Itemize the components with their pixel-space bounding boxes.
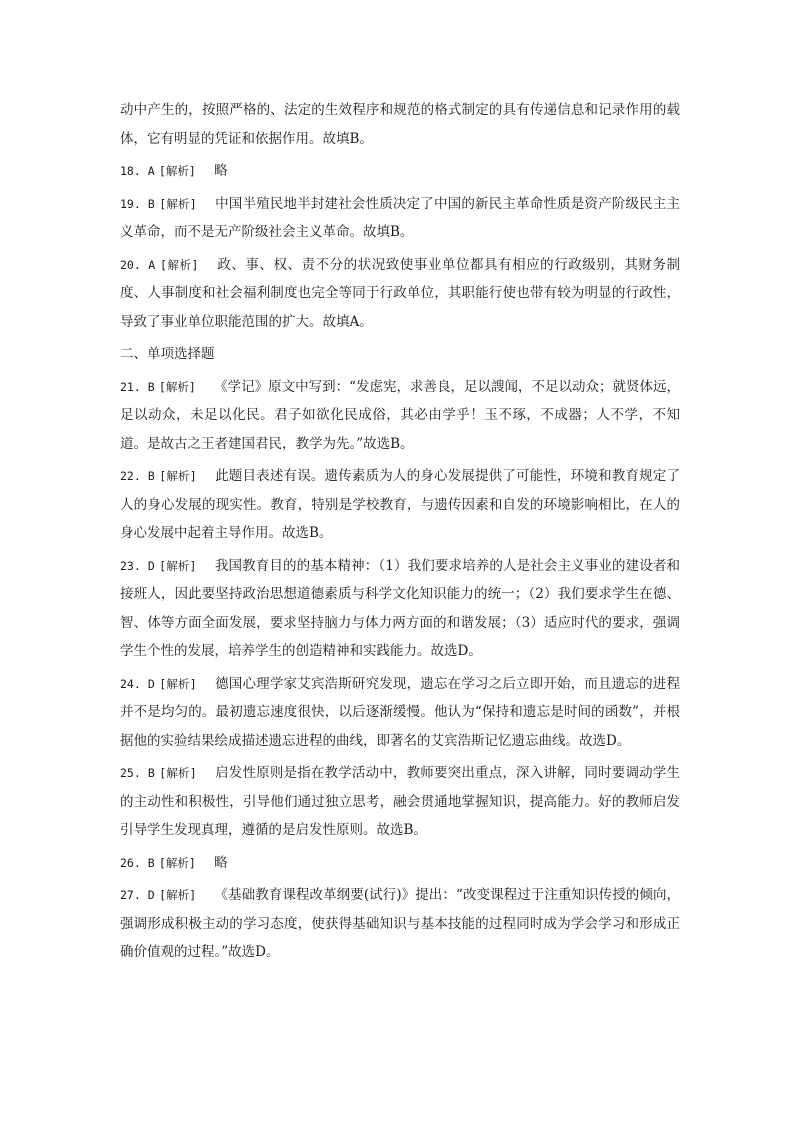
- answer-item-24: [120, 670, 680, 756]
- item-number: 23. D: [120, 558, 155, 573]
- answer-item-22: [120, 462, 680, 548]
- item-text: 略: [214, 854, 228, 871]
- analysis-tag: [解析]: [159, 766, 197, 780]
- analysis-tag: [解析]: [159, 888, 197, 902]
- item-text: 启发性原则是指在教学活动中，教师要突出重点，深入讲解，同时要调动学生的主动性和积极性，引导他们通过独立思考，融会贯通地掌握知识，提高能力。好的教师启发引导学生发现真理，遵循的是启发性原则。故选B。: [120, 765, 680, 838]
- analysis-tag: [解析]: [159, 196, 197, 211]
- item-number: 20. A: [120, 257, 156, 272]
- item-number: 18. A: [120, 164, 155, 178]
- item-number: 24. D: [120, 676, 155, 691]
- analysis-tag: [解析]: [158, 379, 196, 394]
- item-number: 22. B: [120, 469, 155, 483]
- analysis-tag: [解析]: [158, 855, 196, 870]
- section-heading: 二、单项选择题: [120, 346, 215, 362]
- item-text: 略: [214, 163, 228, 179]
- item-text: 此题目表述有误。遗传素质为人的身心发展提供了可能性，环境和教育规定了人的身心发展的现实性。教育，特别是学校教育，与遗传因素和自发的环境影响相比，在人的身心发展中起着主导作用。故选B。: [120, 468, 680, 541]
- item-text: 中国半殖民地半封建社会性质决定了中国的新民主革命性质是资产阶级民主主义革命，而不是无产阶级社会主义革命。故填B。: [120, 195, 680, 240]
- analysis-tag: [解析]: [159, 676, 197, 691]
- item-number: 21. B: [120, 379, 155, 394]
- intro-paragraph: 动中产生的，按照严格的、法定的生效程序和规范的格式制定的具有传递信息和记录作用的载体，它有明显的凭证和依据作用。故填B。: [120, 102, 680, 147]
- item-text: 政、事、权、责不分的状况致使事业单位都具有相应的行政级别，其财务制度、人事制度和社会福利制度也完全等同于行政单位，其职能行使也带有较为明显的行政性，导致了事业单位职能范围的扩大。故填A。: [120, 256, 681, 330]
- item-text: 德国心理学家艾宾浩斯研究发现，遗忘在学习之后立即开始，而且遗忘的进程并不是均匀的。最初遗忘速度很快，以后逐渐缓慢。他认为“保持和遗忘是时间的函数”，并根据他的实验结果绘成描述遗忘进程的曲线，即著名的艾宾浩斯记忆遗忘曲线。故选D。: [120, 675, 680, 749]
- item-number: 25. B: [120, 766, 155, 780]
- answer-item-25: [120, 759, 680, 845]
- analysis-tag: [解析]: [160, 257, 199, 272]
- answer-item-18: [120, 157, 680, 186]
- answer-item-19: [120, 190, 680, 247]
- analysis-tag: [解析]: [159, 558, 197, 573]
- item-text: 《基础教育课程改革纲要(试行)》提出：“改变课程过于注重知识传授的倾向，强调形成积极主动的学习态度，使获得基础知识与基本技能的过程同时成为学会学习和形成正确价值观的过程。”故选D。: [120, 887, 681, 960]
- answer-item-26: [120, 849, 680, 878]
- answer-item-21: [120, 373, 680, 459]
- item-number: 26. B: [120, 855, 155, 870]
- item-number: 19. B: [120, 196, 155, 211]
- answer-item-20: [120, 251, 680, 337]
- item-number: 27. D: [120, 888, 155, 902]
- document-page: [120, 96, 680, 971]
- analysis-tag: [解析]: [158, 164, 196, 178]
- analysis-tag: [解析]: [159, 469, 197, 483]
- answer-item-27: [120, 881, 680, 967]
- item-text: 《学记》原文中写到：“发虑宪，求善良，足以謏闻，不足以动众；就贤体远，足以动众，未足以化民。君子如欲化民成俗，其必由学乎！玉不琢，不成器；人不学，不知道。是故古之王者建国君民，教学为先。”故选B。: [120, 378, 680, 452]
- item-text: 我国教育目的的基本精神：（1）我们要求培养的人是社会主义事业的建设者和接班人，因此要坚持政治思想道德素质与科学文化知识能力的统一；（2）我们要求学生在德、智、体等方面全面发展，要求坚持脑力与体力两方面的和谐发展；（3）适应时代的要求，强调学生个性的发展，培养学生的创造精神和实践能力。故选D。: [120, 557, 680, 659]
- answer-item-23: [120, 552, 680, 666]
